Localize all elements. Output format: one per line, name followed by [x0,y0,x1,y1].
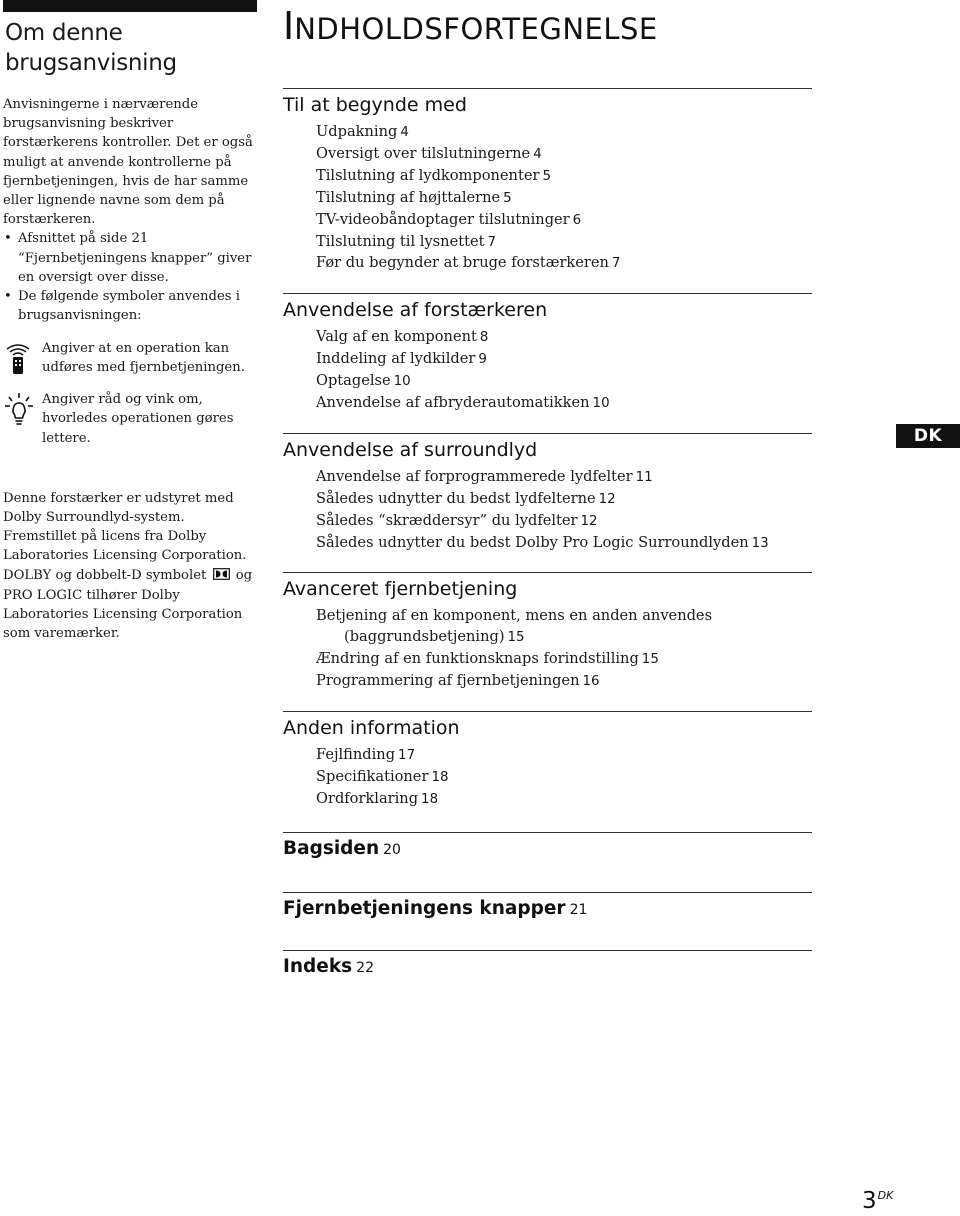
toc-list [283,122,812,275]
toc-list [283,327,812,415]
toc-entry-text: Tilslutning af højttalerne [316,188,501,206]
toc-entry-page: 4 [400,125,409,140]
about-title-line1: Om denne [5,20,123,46]
toc-entry-text: Betjening af en komponent, mens en anden anvendes [316,607,713,624]
toc-entry-text: Udpakning [316,123,398,140]
language-tab: DK [896,424,960,448]
toc-entry[interactable] [316,122,812,144]
toc-entry-page: 6 [572,212,582,228]
toc-title [283,4,658,51]
toc-entry-page: 15 [641,651,659,667]
page-number-value: 3 [862,1188,877,1214]
toc-entry-page: 8 [479,330,489,345]
about-title-line2: brugsanvisning [5,50,177,76]
toc-entry-text: Således udnytter du bedst lydfelterne [316,489,596,507]
toc-entry-page: 7 [487,234,496,250]
toc-list [283,606,812,693]
toc-section-heading: Til at begynde med [283,94,467,116]
toc-entry[interactable] [316,767,812,789]
toc-section-getting-started [283,88,812,275]
bullet-item [3,229,257,287]
toc-entry[interactable] [316,371,812,393]
toc-entry-text: Specifikationer [316,767,429,785]
toc-entry-page: 17 [398,748,416,763]
symbol-row-tip [3,390,257,448]
toc-entry-page: 12 [598,491,616,507]
toc-entry-page: 13 [751,535,769,551]
remote-control-icon [5,341,31,381]
toc-entry[interactable] [316,789,812,811]
toc-entry-page: 10 [592,395,610,411]
toc-heading-text: Indeks [283,956,353,977]
toc-entry-text: Således “skræddersyr” du lydfelter [316,511,578,529]
toc-entry-page: 12 [580,513,598,529]
toc-section-heading: Anvendelse af forstærkeren [283,299,548,321]
toc-section-surround [283,433,812,555]
toc-entry-text: Inddeling af lydkilder [316,349,476,367]
toc-entry[interactable] [316,393,812,415]
toc-entry-page: 22 [356,960,374,976]
bullet-dot-icon: • [4,289,12,305]
toc-entry[interactable] [316,188,812,210]
toc-entry[interactable] [316,606,812,649]
bullet-dot-icon: • [4,231,12,247]
title-bar [3,0,257,12]
toc-entry-page: 5 [542,168,551,184]
toc-section-other-info [283,711,812,811]
toc-entry[interactable] [316,253,812,275]
toc-entry-page: 18 [431,769,449,785]
toc-section-heading: Anden information [283,717,460,739]
toc-section-heading [283,833,812,863]
toc-entry-text: Anvendelse af forprogrammerede lydfelter [316,468,633,485]
toc-entry-page: 20 [383,842,401,858]
toc-list [283,467,812,555]
bullet-text: Afsnittet på side 21 “Fjernbetjeningens knapper” giver en oversigt over disse. [18,231,252,285]
symbol-text: Angiver at en operation kan udføres med fjernbetjeningen. [42,340,245,375]
toc-entry-page: 4 [533,146,542,162]
page-number [862,1188,893,1214]
dolby-double-d-icon [213,567,230,586]
toc-heading-text: Fjernbetjeningens knapper [283,898,566,919]
toc-entry[interactable] [316,349,812,371]
toc-section-heading: Anvendelse af surroundlyd [283,439,538,461]
toc-entry-text: Optagelse [316,371,391,389]
dolby-text-part1: Denne forstærker er udstyret med Dolby Surroundlyd-system. Fremstillet på licens fra Dolby Laboratories Licensing Corporation. DOLBY og dobbelt-D symbolet [3,490,247,583]
toc-entry-text: Før du begynder at bruge forstærkeren [316,254,609,272]
toc-entry-back-panel[interactable] [283,832,812,863]
toc-entry-text: Valg af en komponent [316,328,477,345]
toc-entry-page: 5 [503,190,512,206]
toc-entry[interactable] [316,533,812,555]
intro-paragraph: Anvisningerne i nærværende brugsanvisning beskriver forstærkerens kontroller. Det er også muligt at anvende kontrollerne på fjernbetjeningen, hvis de har samme eller lignende navne som dem på forstærkeren. [3,97,253,228]
toc-entry-index[interactable] [283,950,812,981]
toc-entry-text: Anvendelse af afbryderautomatikken [316,393,590,411]
symbol-row-remote [3,339,257,377]
toc-title-initial: I [283,4,295,48]
symbol-text: Angiver råd og vink om, hvorledes operationen gøres lettere. [42,392,234,446]
bullet-item [3,287,257,325]
toc-entry[interactable] [316,511,812,533]
toc-entry-text-continued: (baggrundsbetjening) [344,627,505,645]
toc-heading-text: Bagsiden [283,838,380,859]
toc-entry[interactable] [316,489,812,511]
dolby-text-part2: og PRO LOGIC tilhører Dolby Laboratories Licensing Corporation som varemærker. [3,567,253,642]
dolby-notice [3,489,257,644]
about-column [3,0,257,643]
about-title [5,18,257,78]
toc-section-heading [283,893,812,923]
toc-entry[interactable] [316,144,812,166]
toc-entry-text: Programmering af fjernbetjeningen [316,671,580,689]
toc-entry[interactable] [316,649,812,671]
toc-entry-text: Tilslutning af lydkomponenter [316,166,540,184]
toc-entry-page: 11 [635,470,653,485]
toc-entry[interactable] [316,671,812,693]
toc-entry-page: 10 [393,373,411,389]
toc-entry-text: Fejlfinding [316,746,396,763]
light-bulb-icon [5,392,33,434]
toc-entry-text: Således udnytter du bedst Dolby Pro Logic Surroundlyden [316,533,749,551]
page-number-suffix: DK [877,1189,894,1202]
toc-entry-text: TV-videobåndoptager tilslutninger [316,210,570,228]
toc-entry[interactable] [316,166,812,188]
toc-entry[interactable] [316,467,812,489]
toc-entry[interactable] [316,327,812,349]
toc-entry-page: 15 [507,629,525,645]
toc-list [283,745,812,811]
toc-entry-page: 7 [611,256,621,272]
toc-entry[interactable] [316,745,812,767]
bullet-text: De følgende symboler anvendes i brugsanvisningen: [18,289,240,324]
toc-entry-remote-buttons[interactable] [283,892,812,923]
toc-entry-text: Tilslutning til lysnettet [316,232,485,250]
toc-title-rest: NDHOLDSFORTEGNELSE [294,12,658,46]
toc-section-advanced-remote [283,572,812,693]
toc-entry[interactable] [316,210,812,232]
toc-section-using-amplifier [283,293,812,415]
toc-entry-page: 21 [569,902,588,918]
toc-entry-text: Ordforklaring [316,789,419,807]
toc-entry[interactable] [316,232,812,254]
toc-entry-text: Ændring af en funktionsknaps forindstilling [316,649,639,667]
toc-section-heading: Avanceret fjernbetjening [283,578,518,600]
toc-entry-page: 16 [582,673,600,689]
toc-entry-page: 18 [421,791,439,807]
toc-entry-text: Oversigt over tilslutningerne [316,144,531,162]
toc-section-heading [283,951,812,981]
toc-entry-page: 9 [478,351,487,367]
